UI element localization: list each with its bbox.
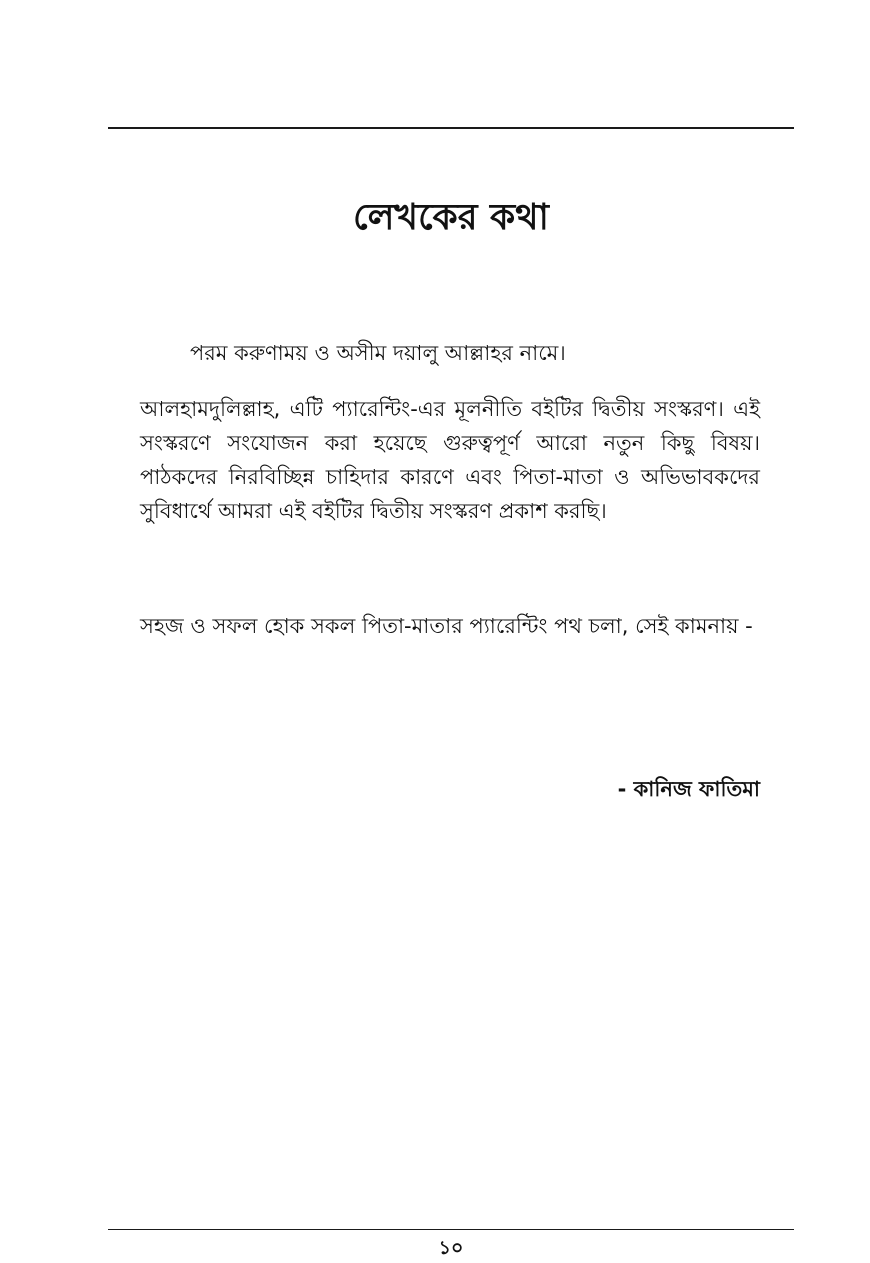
page-number: ১০: [438, 1237, 464, 1259]
bottom-divider: [108, 1229, 794, 1230]
invocation-line: পরম করুণাময় ও অসীম দয়ালু আল্লাহর নামে।: [190, 341, 566, 365]
body-paragraph-2: সহজ ও সফল হোক সকল পিতা-মাতার প্যারেন্টিং পথ চলা, সেই কামনায় -: [140, 614, 753, 638]
body-paragraph-1: আলহামদুলিল্লাহ, এটি প্যারেন্টিং-এর মূলনীতি বইটির দ্বিতীয় সংস্করণ। এই সংস্করণে সংযোজন করা হয়েছে গুরুত্বপূর্ণ আরো নতুন কিছু বিষয়। পাঠকদের নিরবিচ্ছিন্ন চাহিদার কারণে এবং পিতা-মাতা ও অভিভাবকদের সুবিধার্থে আমরা এই বইটির দ্বিতীয় সংস্করণ প্রকাশ করছি।: [140, 397, 760, 523]
author-signature: - কানিজ ফাতিমা: [617, 777, 760, 801]
page-title: লেখকের কথা: [353, 197, 549, 239]
top-divider: [108, 127, 794, 129]
